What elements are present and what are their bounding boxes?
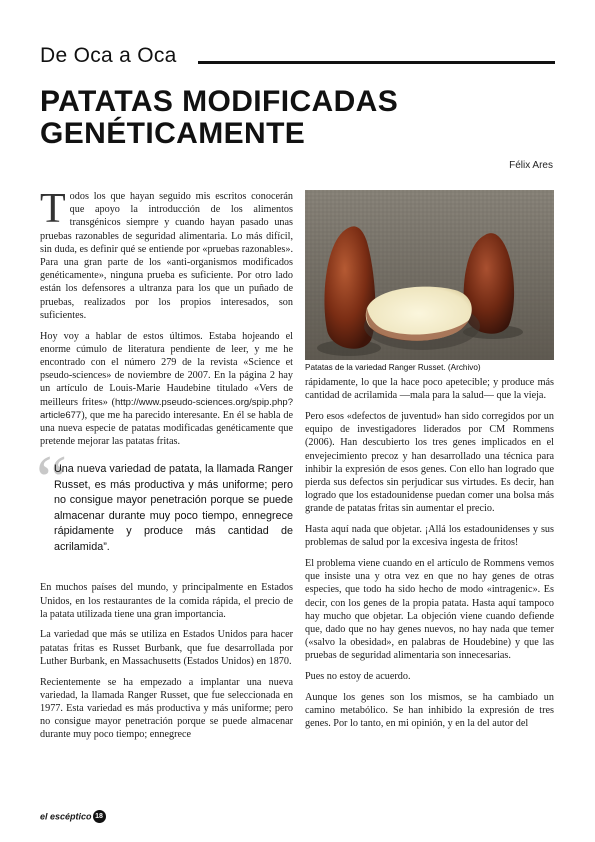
drop-cap: T — [40, 186, 66, 232]
section-header — [40, 44, 555, 72]
left-column — [36, 186, 293, 749]
potato-photo — [305, 190, 554, 360]
photo-caption: Patatas de la variedad Ranger Russet. (Archivo) — [305, 363, 481, 372]
paragraph: El problema viene cuando en el artículo de Rommens vemos que insiste una y otra vez en que no hay genes de otras especies, que todo ha sido hecho de modo «intragenic». Es decir, con los genes de la propia patata. Hasta aquí tampoco hay mucho que objetar. La objeción viene cuando defiende que, dado que no hay genes nuevos, no hay nada que temer («salvo la obesidad», en palabras de Houdebine) y que las pruebas de seguridad alimentaria son innecesarias. — [305, 557, 554, 662]
paragraph: Aunque los genes son los mismos, se ha cambiado un camino metabólico. Se han inhibido la expresión de tres genes. Por lo tanto, en mi opinión, y en la del autor del — [305, 691, 554, 730]
paragraph: rápidamente, lo que la hace poco apetecible; y produce más cantidad de acrilamida —mala para la salud— que la vieja. — [305, 377, 554, 402]
paragraph: Pues no estoy de acuerdo. — [305, 671, 411, 683]
page-footer — [40, 810, 106, 824]
article-title — [40, 86, 560, 150]
page-number: 18 — [93, 810, 106, 823]
paragraph-intro: Todos los que hayan seguido mis escritos conocerán que apoyo la introducción de los alimentos transgénicos siempre y cuando hayan pasado unas pruebas razonables de seguridad alimentaria. Lo más difícil, sin duda, es definir qué se entiende por «pruebas razonables». Para una gran parte de los «anti-organismos modificados genéticamente», ninguna prueba es suficiente. Por otro lado están los defensores a ultranza para los que un puñado de pruebas, realizados por los propios interesados, son suficientes. — [40, 186, 293, 321]
section-title: De Oca a Oca — [40, 44, 177, 67]
title-line-2: GENÉTICAMENTE — [40, 117, 306, 150]
paragraph: La variedad que más se utiliza en Estados Unidos para hacer patatas fritas es Russet Burbank, que fue desarrollada por Luther Burbank, en Massachusetts (Estados Unidos) en 1870. — [40, 629, 293, 667]
quote-mark-icon: “ — [36, 442, 68, 520]
paragraph: En muchos países del mundo, y principalmente en Estados Unidos, en los restaurantes de la comida rápida, el precio de la patata utilizada tiene una gran importancia. — [40, 582, 293, 620]
paragraph: Pero esos «defectos de juventud» han sido corregidos por un equipo de investigadores liderados por CM Rommens (2006). Han descubierto los tres genes implicados en el envejecimiento precoz y han desarrollado una técnica para inhibir la expresión de esos genes. Con ello han logrado que pierda sus defectos sin perjudicar sus virtudes. Es decir, han logrado que los estadounidense puedan comer una bolsa más grande de patatas fritas sin aumentar el precio. — [305, 410, 554, 515]
pull-quote — [36, 442, 293, 555]
paragraph: Hoy voy a hablar de estos últimos. Estaba hojeando el enorme cúmulo de literatura pendiente de leer, y me he encontrado con el número 279 de la revista «Science et pseudo-sciences» de noviembre de 2007. En la página 2 hay un artículo de Louis-Marie Haudebine titulado «Vers de meilleurs frites» (http://www.pseudo-sciences.org/spip.php?article677), que me ha parecido interesante. En él se habla de una nueva especie de patatas modificadas genéticamente que pretende mejorar las patatas fritas. — [40, 330, 293, 448]
section-rule — [198, 61, 555, 64]
right-column — [305, 376, 554, 738]
magazine-name: el escéptico — [40, 811, 92, 822]
paragraph: Recientemente se ha empezado a implantar una nueva variedad, la llamada Ranger Russet, que fue seleccionada en 1977. Esta variedad es más productiva y más uniforme; pero no consigue mayor penetración porque se puede almacenar durante muy poco tiempo; ennegrece — [40, 676, 293, 741]
article-link[interactable]: http://www.pseudo-sciences.org/spip.php?article677 — [40, 396, 293, 421]
pull-quote-text: Una nueva variedad de patata, la llamada Ranger Russet, es más productiva y más uniforme; pero no consigue mayor penetración porque se puede almacenar durante muy poco tiempo, ennegrece rápidamente y produce más cantidad de acrilamida”. — [54, 463, 293, 553]
potato-image — [305, 190, 554, 360]
author-name: Félix Ares — [509, 160, 553, 171]
title-line-1: PATATAS MODIFICADAS — [40, 85, 399, 118]
paragraph: Hasta aquí nada que objetar. ¡Allá los estadounidenses y sus problemas de salud por la excesiva ingesta de fritos! — [305, 524, 554, 549]
